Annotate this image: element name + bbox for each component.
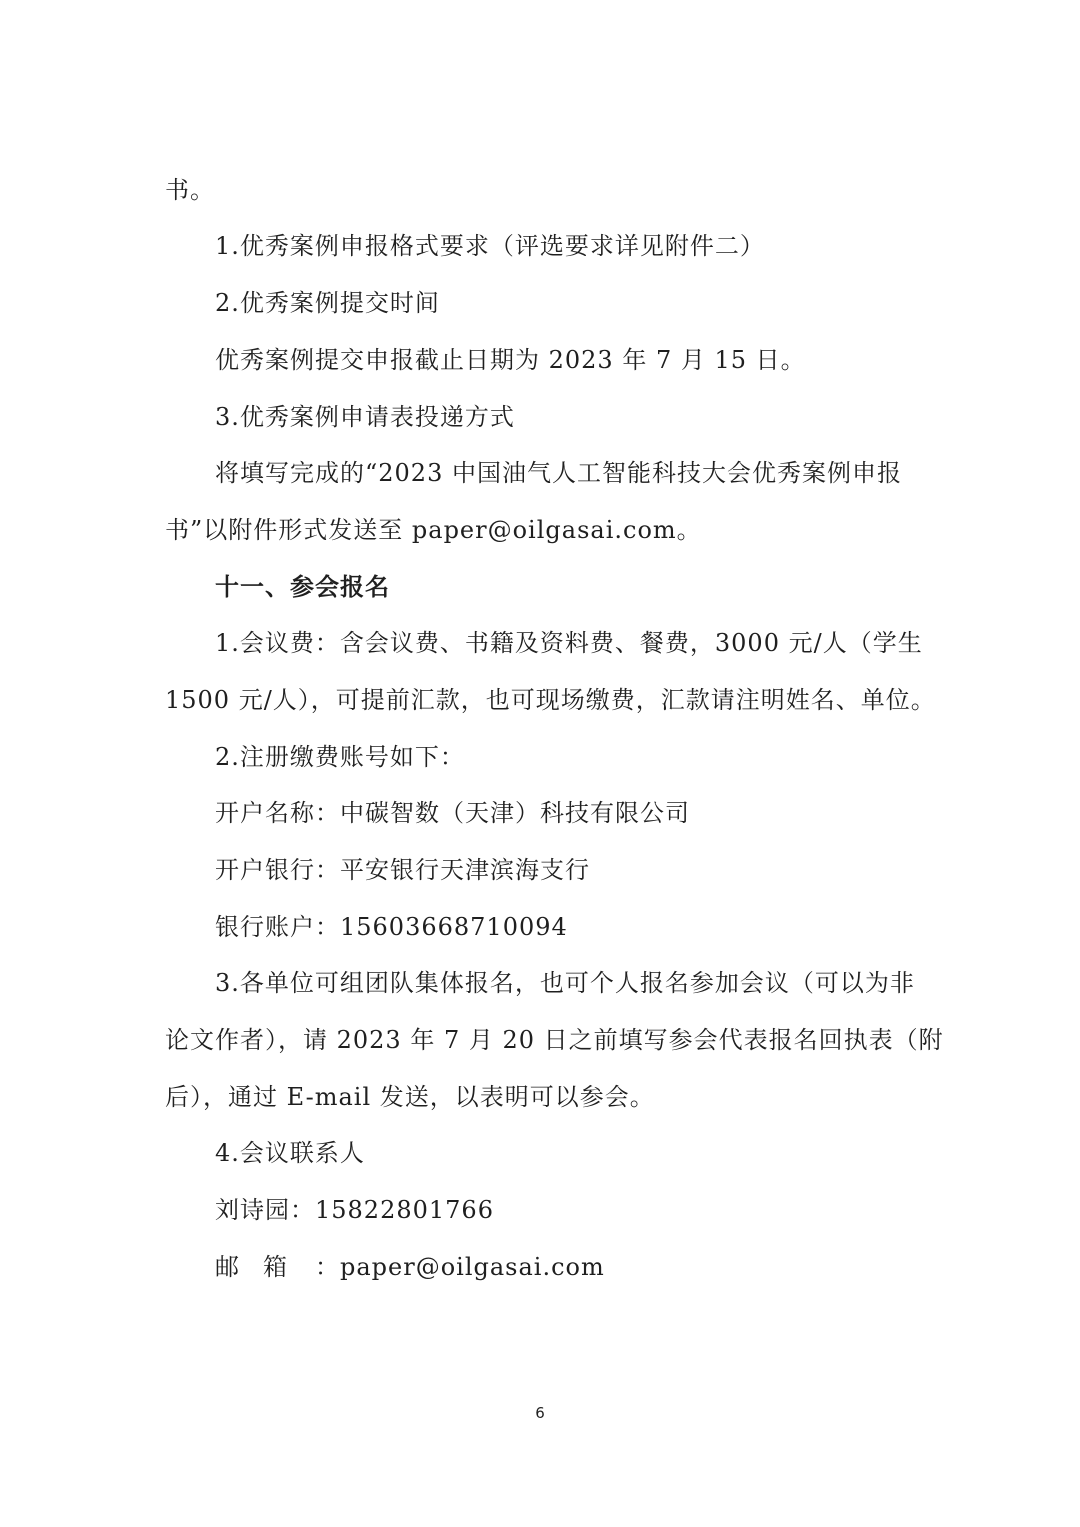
case-delivery-method-heading: 3.优秀案例申请表投递方式: [215, 403, 515, 431]
case-format-requirement: 1.优秀案例申报格式要求（评选要求详见附件二）: [215, 232, 765, 260]
payment-account-heading: 2.注册缴费账号如下：: [215, 743, 465, 771]
bank-account-number: 银行账户：15603668710094: [215, 913, 568, 941]
group-registration-line-2: 论文作者），请 2023 年 7 月 20 日之前填写参会代表报名回执表（附: [165, 1026, 944, 1054]
contact-email-line: [215, 1250, 605, 1284]
meeting-fee-line-1: 1.会议费：含会议费、书籍及资料费、餐费，3000 元/人（学生: [215, 629, 923, 657]
case-submission-deadline: 优秀案例提交申报截止日期为 2023 年 7 月 15 日。: [215, 346, 806, 374]
case-delivery-instruction-line-2: 书”以附件形式发送至 paper@oilgasai.com。: [165, 516, 702, 544]
group-registration-line-1: 3.各单位可组团队集体报名，也可个人报名参加会议（可以为非: [215, 969, 915, 997]
meeting-contact-heading: 4.会议联系人: [215, 1139, 365, 1167]
group-registration-line-3: 后），通过 E-mail 发送，以表明可以参会。: [165, 1083, 655, 1111]
email-value: ：paper@oilgasai.com: [315, 1253, 605, 1281]
account-bank: 开户银行：平安银行天津滨海支行: [215, 856, 590, 884]
meeting-fee-line-2: 1500 元/人），可提前汇款，也可现场缴费，汇款请注明姓名、单位。: [165, 686, 936, 714]
account-name: 开户名称：中碳智数（天津）科技有限公司: [215, 799, 690, 827]
contact-phone: 刘诗园：15822801766: [215, 1196, 494, 1224]
section-heading-registration: 十一、参会报名: [215, 573, 390, 601]
case-submission-time-heading: 2.优秀案例提交时间: [215, 289, 440, 317]
page-number: 6: [535, 1404, 545, 1422]
continuation-line: 书。: [165, 176, 215, 204]
email-label: 邮箱: [215, 1253, 311, 1281]
case-delivery-instruction-line-1: 将填写完成的“2023 中国油气人工智能科技大会优秀案例申报: [215, 459, 902, 487]
